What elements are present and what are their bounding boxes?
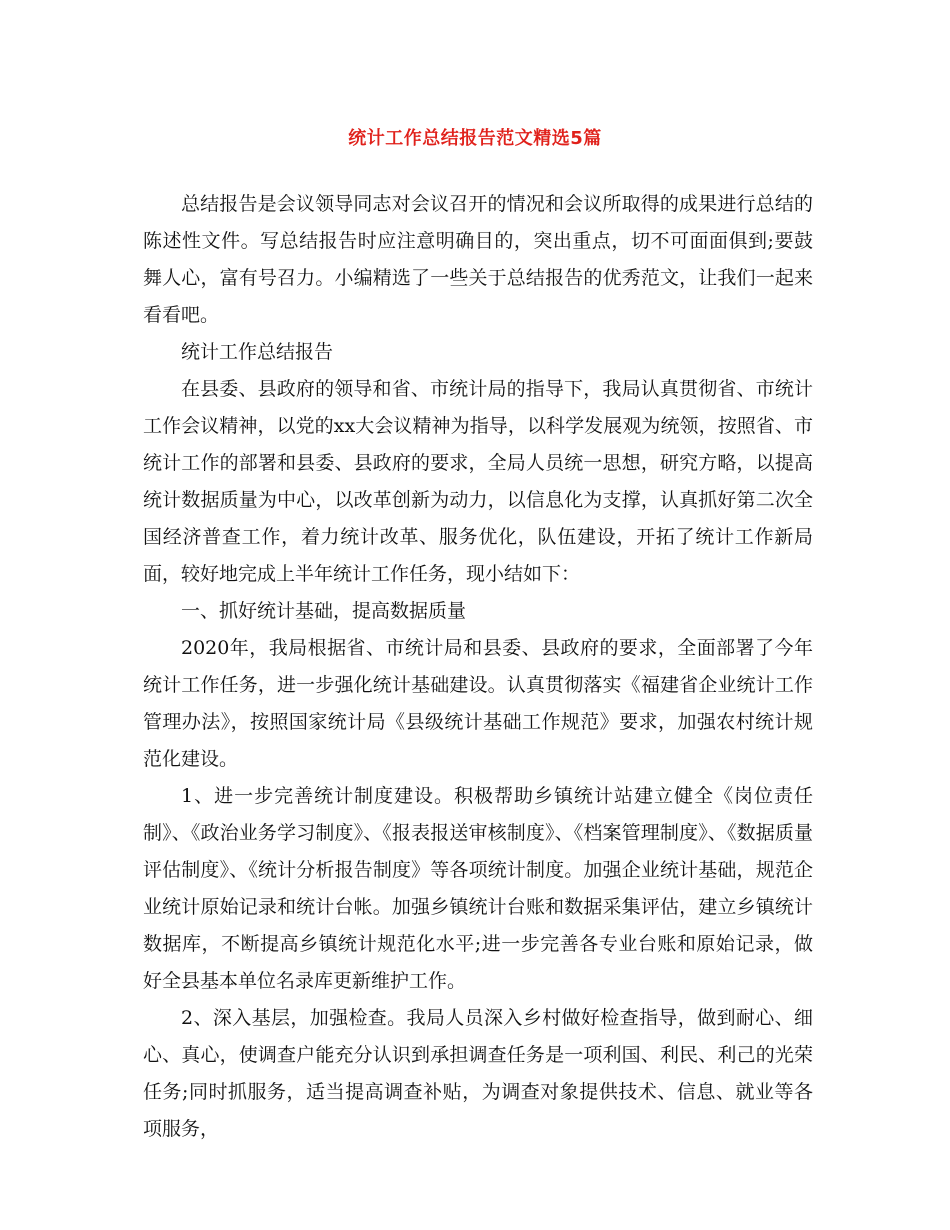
- intro-paragraph: 总结报告是会议领导同志对会议召开的情况和会议所取得的成果进行总结的陈述性文件。写总结报告时应注意明确目的，突出重点，切不可面面俱到;要鼓舞人心，富有号召力。小编精选了一些关于总结报告的优秀范文，让我们一起来看看吧。: [143, 193, 813, 326]
- body-paragraph: 1、进一步完善统计制度建设。积极帮助乡镇统计站建立健全《岗位责任制》、《政治业务学习制度》、《报表报送审核制度》、《档案管理制度》、《数据质量评估制度》、《统计分析报告制度》等各项统计制度。加强企业统计基础，规范企业统计原始记录和统计台帐。加强乡镇统计台账和数据采集评估，建立乡镇统计数据库，不断提高乡镇统计规范化水平;进一步完善各专业台账和原始记录，做好全县基本单位名录库更新维护工作。: [143, 785, 813, 992]
- body-paragraph: 在县委、县政府的领导和省、市统计局的指导下，我局认真贯彻省、市统计工作会议精神，以党的xx大会议精神为指导，以科学发展观为统领，按照省、市统计工作的部署和县委、县政府的要求，全局人员统一思想，研究方略，以提高统计数据质量为中心，以改革创新为动力，以信息化为支撑，认真抓好第二次全国经济普查工作，着力统计改革、服务优化，队伍建设，开拓了统计工作新局面，较好地完成上半年统计工作任务，现小结如下：: [143, 378, 813, 585]
- section-heading-statistics-basis: 一、抓好统计基础，提高数据质量: [181, 600, 467, 622]
- section-heading-report: 统计工作总结报告: [181, 341, 334, 363]
- document-title: 统计工作总结报告范文精选5篇: [348, 128, 602, 149]
- body-paragraph: 2020年，我局根据省、市统计局和县委、县政府的要求，全面部署了今年统计工作任务，进一步强化统计基础建设。认真贯彻落实《福建省企业统计工作管理办法》，按照国家统计局《县级统计基础工作规范》要求，加强农村统计规范化建设。: [143, 637, 813, 770]
- body-paragraph: 2、深入基层，加强检查。我局人员深入乡村做好检查指导，做到耐心、细心、真心，使调查户能充分认识到承担调查任务是一项利国、利民、利己的光荣任务;同时抓服务，适当提高调查补贴，为调查对象提供技术、信息、就业等各项服务，: [143, 1007, 813, 1140]
- document-body: [143, 186, 813, 1148]
